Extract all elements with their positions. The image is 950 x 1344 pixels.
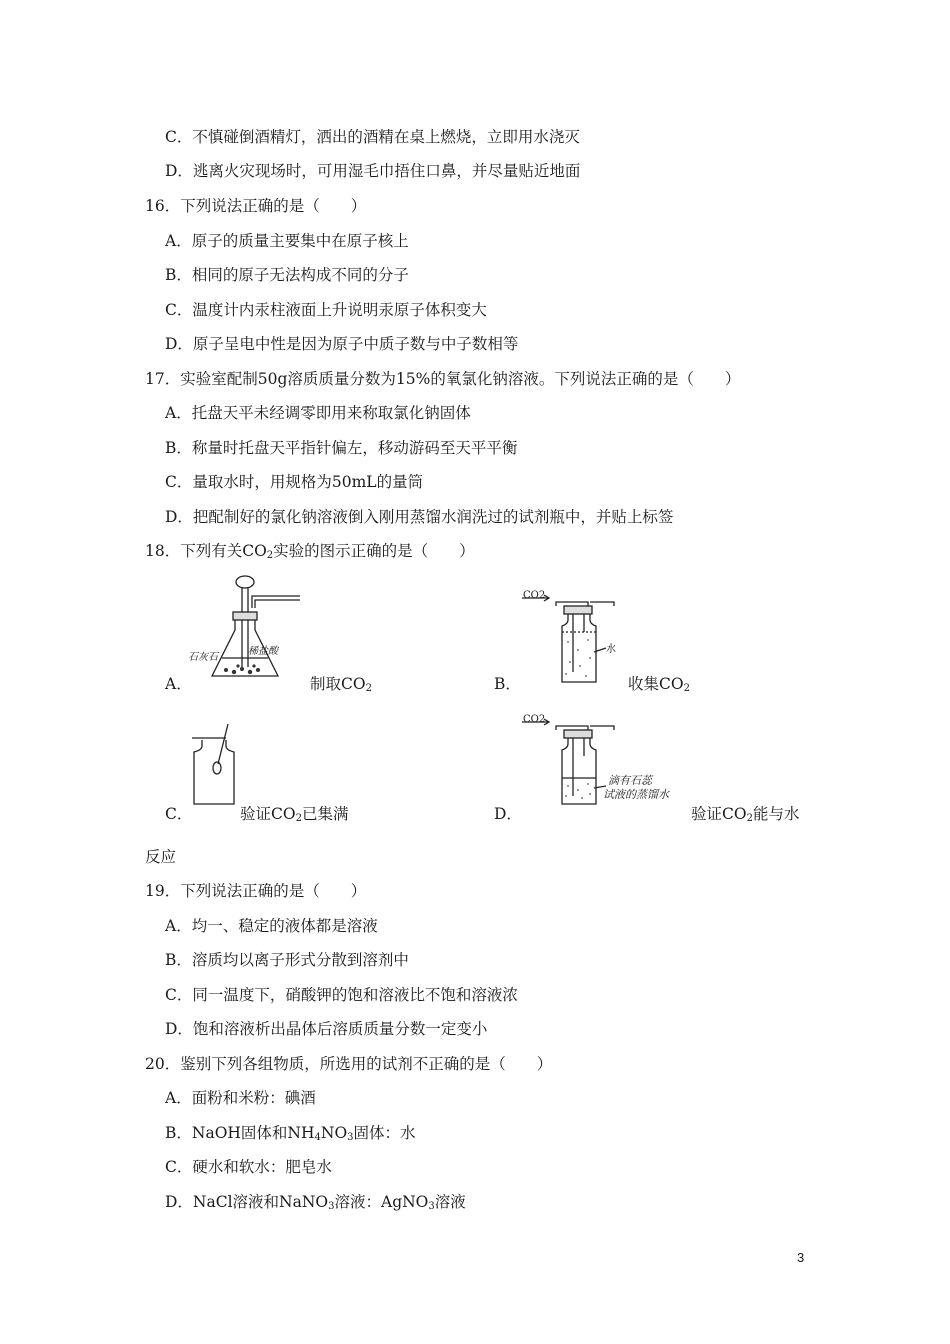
q18-c-caption-sub: 2 [295,813,302,824]
q18-stem-sub: 2 [266,550,274,561]
q18-d-caption-sub: 2 [746,813,753,824]
question-16-stem: 16．下列说法正确的是（ ） [145,197,367,215]
q17-option-d: D．把配制好的氯化钠溶液倒入刚用蒸馏水润洗过的试剂瓶中，并贴上标签 [165,508,674,526]
fig-a-label-acid: 稀盐酸 [248,646,278,657]
q16-option-a: A．原子的质量主要集中在原子核上 [165,232,409,250]
q20-d-part1: D．NaCl溶液和NaNO [165,1193,329,1211]
q18-option-a-letter: A． [165,675,192,693]
q18-option-a-caption [310,674,372,699]
q20-option-a: A．面粉和米粉：碘酒 [165,1089,316,1107]
figure-c-bottle-splint [188,720,248,810]
q18-c-caption-text: 验证CO [240,805,296,823]
fig-d-label-liquid-2: 试液的蒸馏水 [603,788,669,801]
q17-option-b: B．称量时托盘天平指针偏左，移动游码至天平平衡 [165,439,518,457]
figure-a-flask-apparatus [190,572,310,687]
q18-option-d-caption [691,804,799,829]
q16-option-c: C．温度计内汞柱液面上升说明汞原子体积变大 [165,301,487,319]
q19-option-b: B．溶质均以离子形式分散到溶剂中 [165,951,409,969]
q20-b-sub1: 4 [314,1132,321,1143]
q20-option-b [165,1123,416,1148]
q20-option-c: C．硬水和软水：肥皂水 [165,1158,332,1176]
question-20-stem: 20．鉴别下列各组物质，所选用的试剂不正确的是（ ） [145,1055,553,1073]
fig-b-label-water: 水 [606,644,616,655]
q18-stem-pre: 18．下列有关CO [145,542,267,560]
q18-option-d-caption-cont: 反应 [145,848,177,866]
q19-option-c: C．同一温度下，硝酸钾的饱和溶液比不饱和溶液浓 [165,986,518,1004]
q18-a-caption-text: 制取CO [310,675,366,693]
q19-option-d: D．饱和溶液析出晶体后溶质质量分数一定变小 [165,1020,488,1038]
q20-b-part3: 固体：水 [353,1124,416,1142]
q20-option-d [165,1192,466,1217]
q18-option-c-letter: C． [165,805,193,823]
q19-option-a: A．均一、稳定的液体都是溶液 [165,917,378,935]
q18-option-b-caption [628,674,690,699]
fig-d-label-gas: CO2 [523,714,546,725]
q16-option-d: D．原子呈电中性是因为原子中质子数与中子数相等 [165,335,519,353]
question-17-stem: 17．实验室配制50g溶质质量分数为15%的氧氯化钠溶液。下列说法正确的是（ ） [145,370,741,388]
q18-a-caption-sub: 2 [365,683,372,694]
q20-b-part2: NO [320,1124,348,1142]
fig-a-label-limestone: 石灰石 [188,652,218,663]
q18-c-caption-post: 已集满 [301,805,349,823]
fig-d-label-liquid-1: 滴有石蕊 [608,774,652,787]
q20-b-part1: B．NaOH固体和NH [165,1124,315,1142]
q18-d-caption-text: 验证CO [691,805,747,823]
q17-option-a: A．托盘天平未经调零即用来称取氯化钠固体 [165,404,471,422]
q20-d-sub1: 3 [328,1201,335,1212]
q18-b-caption-text: 收集CO [628,675,684,693]
q20-b-sub2: 3 [347,1132,354,1143]
q20-d-part2: 溶液：AgNO [334,1193,429,1211]
q18-option-c-caption [240,804,348,829]
option-d-prev: D．逃离火灾现场时，可用湿毛巾捂住口鼻，并尽量贴近地面 [165,162,581,180]
q17-option-c: C．量取水时，用规格为50mL的量筒 [165,473,424,491]
question-19-stem: 19．下列说法正确的是（ ） [145,882,367,900]
question-18-stem [145,541,475,566]
q18-b-caption-sub: 2 [683,683,690,694]
option-c-prev: C．不慎碰倒酒精灯，洒出的酒精在桌上燃烧，立即用水浇灭 [165,128,580,146]
q20-d-sub2: 3 [428,1201,435,1212]
fig-b-label-gas: CO2 [523,590,546,601]
q18-option-b-letter: B． [494,675,521,693]
q18-option-d-letter: D． [494,805,522,823]
q18-d-caption-post: 能与水 [752,805,800,823]
q18-stem-post: 实验的图示正确的是（ ） [273,542,475,560]
q16-option-b: B．相同的原子无法构成不同的分子 [165,266,409,284]
page-number: 3 [797,1250,805,1265]
q20-d-part3: 溶液 [434,1193,466,1211]
figure-b-gas-bottle [518,592,638,687]
